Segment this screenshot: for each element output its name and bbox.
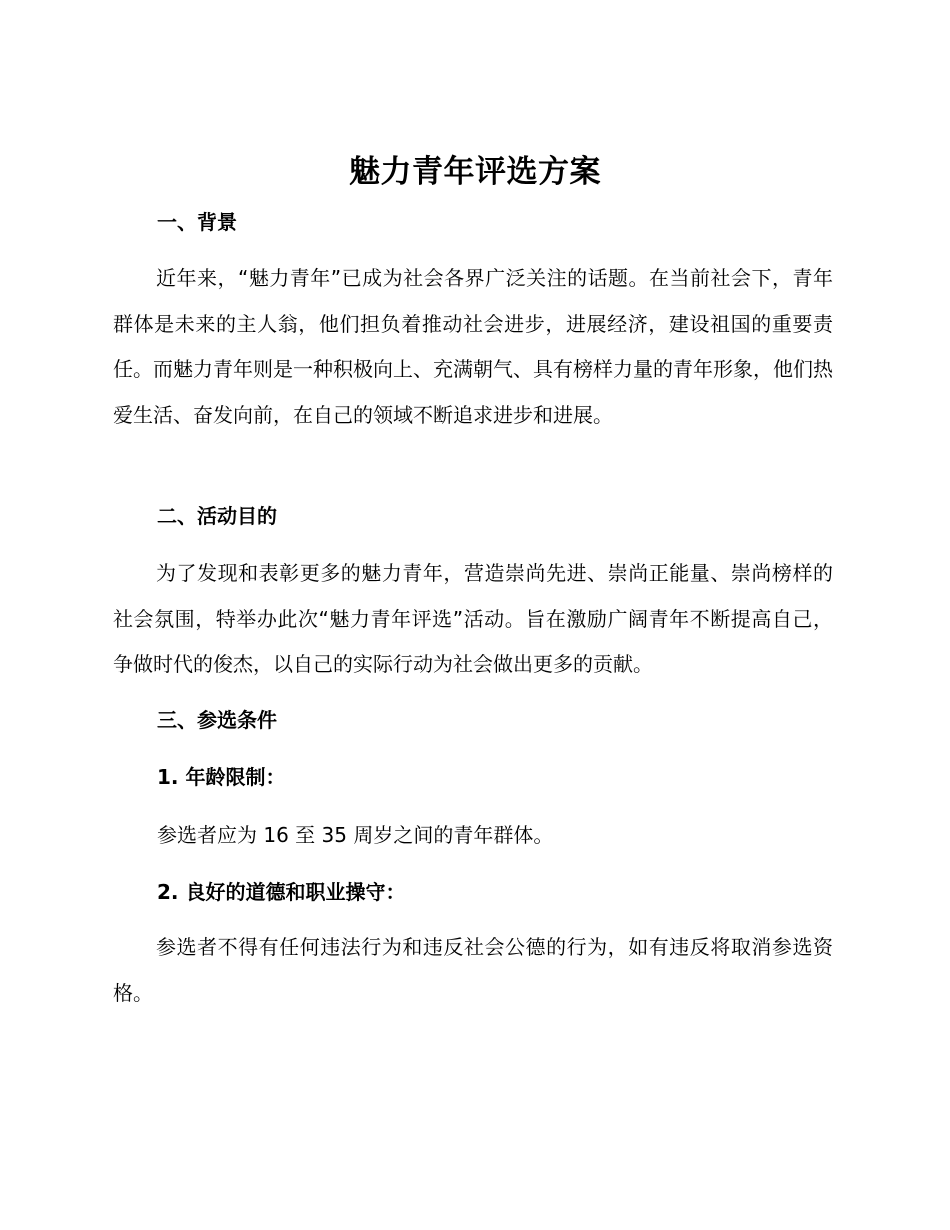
section-heading-background: 一、背景: [157, 210, 237, 234]
paragraph-purpose: 为了发现和表彰更多的魅力青年，营造崇尚先进、崇尚正能量、崇尚榜样的社会氛围，特举办此次“魅力青年评选”活动。旨在激励广阔青年不断提高自己，争做时代的俊杰，以自己的实际行动为社会做出更多的贡献。: [113, 561, 833, 676]
document-title: 魅力青年评选方案: [349, 154, 601, 190]
paragraph-ethics: 参选者不得有任何违法行为和违反社会公德的行为，如有违反将取消参选资格。: [113, 935, 833, 1005]
section-heading-conditions: 三、参选条件: [157, 708, 277, 732]
condition-text-age: 参选者应为 16 至 35 周岁之间的青年群体。: [157, 823, 554, 847]
condition-heading-age: 1. 年龄限制：: [157, 765, 286, 789]
section-heading-purpose: 二、活动目的: [157, 504, 277, 528]
paragraph-background: 近年来，“魅力青年”已成为社会各界广泛关注的话题。在当前社会下，青年群体是未来的主人翁，他们担负着推动社会进步，进展经济，建设祖国的重要责任。而魅力青年则是一种积极向上、充满朝气、具有榜样力量的青年形象，他们热爱生活、奋发向前，在自己的领域不断追求进步和进展。: [113, 266, 833, 427]
condition-heading-ethics: 2. 良好的道德和职业操守：: [157, 880, 406, 904]
